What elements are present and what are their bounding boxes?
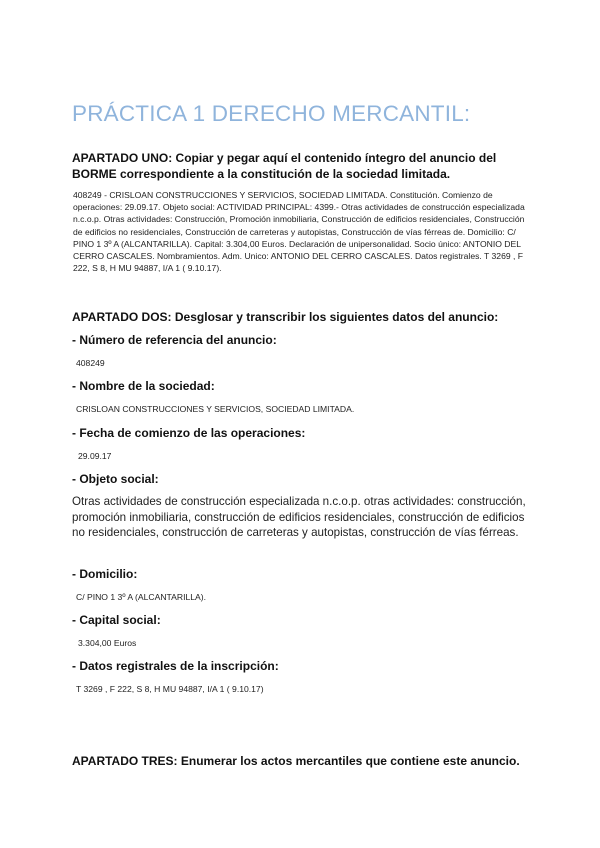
apartado-uno-heading: APARTADO UNO: Copiar y pegar aquí el contenido íntegro del anuncio del BORME correspondiente a la constitución de la sociedad limitada. — [72, 151, 497, 181]
sociedad-label: - Nombre de la sociedad: — [72, 379, 215, 393]
apartado-dos-heading: APARTADO DOS: Desglosar y transcribir los siguientes datos del anuncio: — [72, 310, 499, 324]
objeto-label: - Objeto social: — [72, 472, 159, 486]
referencia-value: 408249 — [76, 358, 105, 368]
apartado-tres-heading: APARTADO TRES: Enumerar los actos mercantiles que contiene este anuncio. — [72, 754, 520, 768]
page-title: PRÁCTICA 1 DERECHO MERCANTIL: — [72, 101, 471, 126]
fecha-value: 29.09.17 — [78, 451, 112, 461]
referencia-label: - Número de referencia del anuncio: — [72, 333, 277, 347]
capital-value: 3.304,00 Euros — [78, 638, 137, 648]
fecha-label: - Fecha de comienzo de las operaciones: — [72, 426, 306, 440]
objeto-value: Otras actividades de construcción especializada n.c.o.p. otras actividades: construcción, promoción inmobiliaria, construcción de edificios residenciales, construcción de edificios no residenciales, construcción de carreteras y autopistas, construcción de vías férreas. — [72, 495, 526, 540]
sociedad-value: CRISLOAN CONSTRUCCIONES Y SERVICIOS, SOCIEDAD LIMITADA. — [76, 404, 355, 414]
registrales-value: T 3269 , F 222, S 8, H MU 94887, I/A 1 ( 9.10.17) — [76, 684, 264, 694]
domicilio-value: C/ PINO 1 3º A (ALCANTARILLA). — [76, 592, 207, 602]
registrales-label: - Datos registrales de la inscripción: — [72, 659, 279, 673]
capital-label: - Capital social: — [72, 613, 161, 627]
borme-announcement-text: 408249 - CRISLOAN CONSTRUCCIONES Y SERVICIOS, SOCIEDAD LIMITADA. Constitución. Comienzo de operaciones: 29.09.17. Objeto social: ACTIVIDAD PRINCIPAL: 4399.- Otras actividades de construcción especializada n.c.o.p. Otras actividades: Construcción, Promoción inmobiliaria, Construcción de edificios residenciales, Construcción de edificios no residenciales, Construcción de carreteras y autopistas, Construcción de vías férreas de. Domicilio: C/ PINO 1 3º A (ALCANTARILLA). Capital: 3.304,00 Euros. Declaración de unipersonalidad. Socio único: ANTONIO DEL CERRO CASCALES. Nombramientos. Adm. Unico: ANTONIO DEL CERRO CASCALES. Datos registrales. T 3269 , F 222, S 8, H MU 94887, I/A 1 ( 9.10.17). — [73, 190, 525, 274]
domicilio-label: - Domicilio: — [72, 567, 138, 581]
